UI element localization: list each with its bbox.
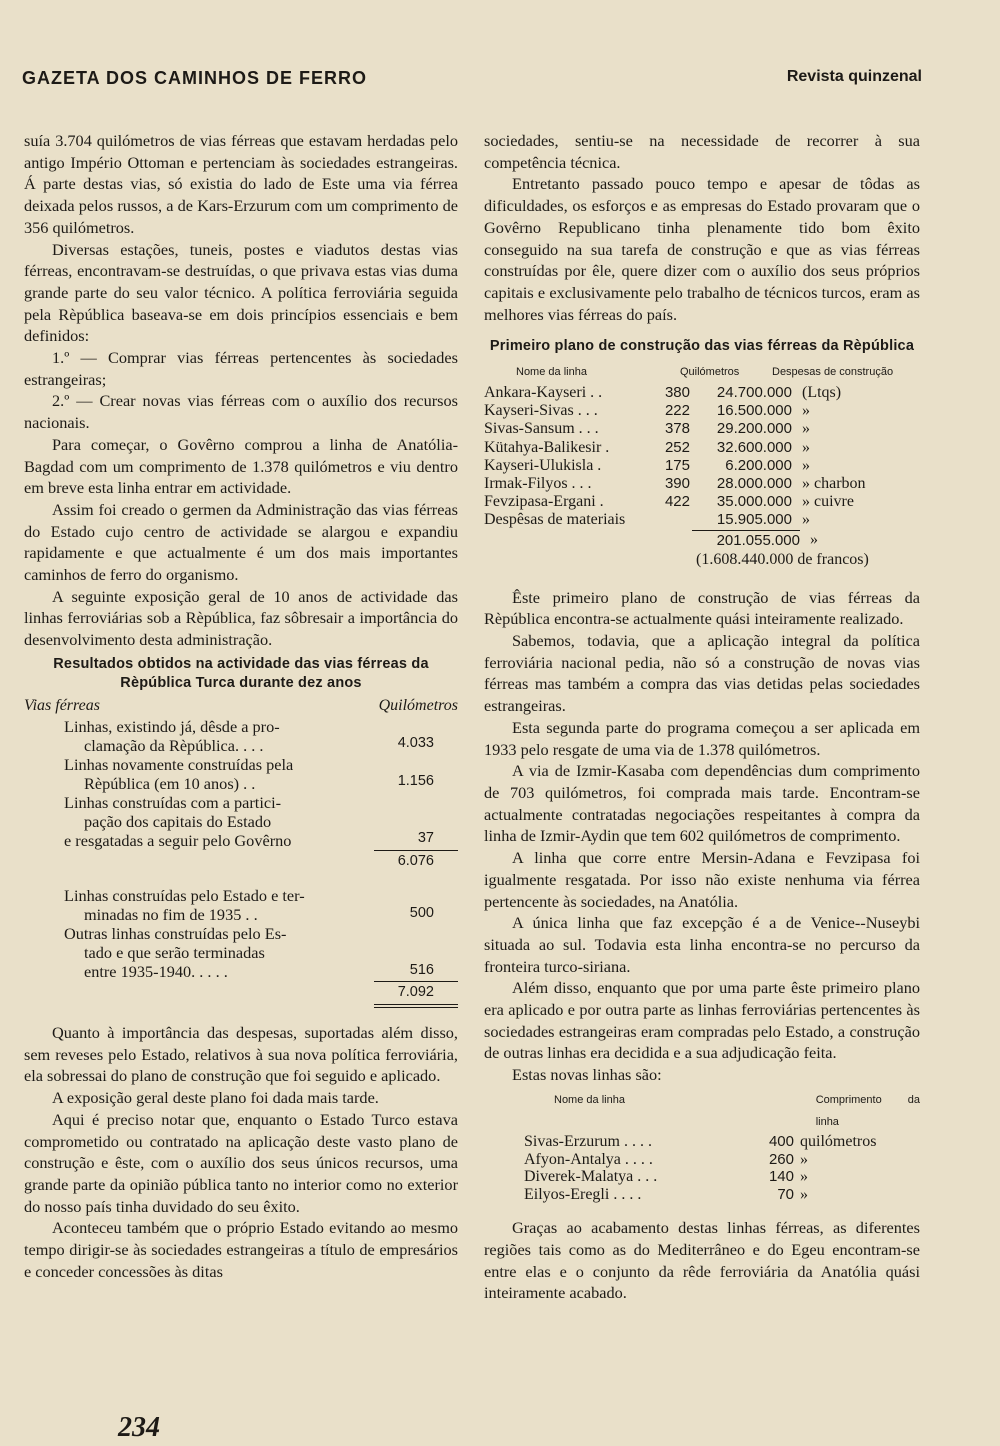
row-label: Linhas novamente construídas pela	[64, 754, 294, 774]
col-header-length: Comprimento da linha	[815, 1093, 920, 1128]
line-km: 390	[664, 475, 690, 493]
row-label: Linhas construídas com a partici-	[64, 792, 282, 812]
line-length: 400	[768, 1133, 794, 1151]
line-unit: »	[802, 438, 810, 456]
row-label: minadas no fim de 1935 . .	[84, 905, 258, 925]
line-unit: »	[802, 511, 810, 529]
table-row	[484, 402, 920, 420]
row-value: 516	[409, 961, 434, 978]
paragraph: A linha que corre entre Mersin-Adana e Fevzipasa foi igualmente resgatada. Por isso não existe nenhuma via férrea pertencente às sociedades, na Anatólia.	[484, 848, 920, 911]
line-km: 222	[664, 402, 690, 420]
journal-subtitle: Revista quinzenal	[786, 68, 922, 85]
row-value: 500	[409, 904, 434, 921]
paragraph: A única linha que faz excepção é a de Venice--Nuseybi situada ao sul. Todavia esta linha encontra-se no percurso da fronteira turco-siriana.	[484, 913, 920, 976]
paragraph: Aconteceu também que o próprio Estado evitando ao mesmo tempo dirigir-se às sociedades estrangeiras a título de empresários e conceder concessões às ditas	[24, 1218, 458, 1281]
line-km: 378	[664, 420, 690, 438]
table-row	[484, 1151, 920, 1169]
table-row	[484, 475, 920, 493]
line-cost: 24.700.000	[716, 384, 792, 402]
table-row	[484, 420, 920, 438]
line-cost: 32.600.000	[716, 438, 792, 456]
total-row	[24, 981, 458, 1008]
page-number: 234	[118, 1412, 160, 1443]
journal-title: GAZETA DOS CAMINHOS DE FERRO	[22, 68, 368, 88]
line-unit: »	[800, 1185, 808, 1203]
row-label: Outras linhas construídas pelo Es-	[64, 924, 287, 944]
line-length: 70	[777, 1185, 794, 1203]
table-row	[484, 439, 920, 457]
row-value: 37	[417, 829, 434, 846]
paragraph: Aqui é preciso notar que, enquanto o Estado Turco estava comprometido ou contratado na aplicação deste vasto plano de construção e êste, com o auxílio dos seus únicos recursos, uma grande parte da opinião pública tanto no interior como no exterior do nosso país tinha duvidado do seu êxito.	[24, 1109, 458, 1216]
row-label: entre 1935-1940. . . . .	[84, 962, 228, 982]
paragraph: Quanto à importância das despesas, suportadas além disso, sem reveses pelo Estado, relativos à sua nova política ferroviária, ela sobressai do plano de construção que foi seguido e aplicado.	[24, 1022, 458, 1086]
results-table-header	[24, 695, 458, 717]
paragraph: Esta segunda parte do programa começou a ser aplicada em 1933 pelo resgate de uma via de 1.378 quilómetros.	[484, 717, 920, 759]
line-length: 140	[768, 1168, 794, 1186]
line-unit: (Ltqs)	[802, 384, 842, 402]
plan-sum-unit: »	[810, 530, 818, 548]
row-label: Rèpública (em 10 anos) . .	[84, 773, 256, 793]
line-km: 380	[664, 384, 690, 402]
paragraph: A seguinte exposição geral de 10 anos de actividade das linhas ferroviárias sob a Rèpública, faz sôbresair a importância do desenvolvimento desta administração.	[24, 586, 458, 650]
paragraph: Além disso, enquanto que por uma parte êste primeiro plano era aplicado e por outra parte as linhas ferroviárias pertencentes às sociedades estrangeiras eram compradas pelo Estado, a construção de outras linhas era decidida e a sua adjudicação feita.	[484, 978, 920, 1063]
line-unit: »	[800, 1168, 808, 1186]
line-name: Afyon-Antalya . . . .	[524, 1150, 653, 1168]
table-row	[484, 457, 920, 475]
line-name: Diverek-Malatya . . .	[524, 1168, 658, 1186]
table-row	[484, 493, 920, 511]
col-header-name: Nome da linha	[554, 1093, 625, 1106]
line-name: Fevzipasa-Ergani .	[484, 493, 604, 511]
col-header-lines: Vias férreas	[24, 696, 100, 714]
line-unit: »	[800, 1150, 808, 1168]
row-label: Linhas, existindo já, dêsde a pro-	[64, 716, 280, 736]
row-value: 1.156	[397, 772, 434, 789]
table-row	[484, 511, 920, 529]
line-cost: 28.000.000	[716, 475, 792, 493]
row-label: clamação da Rèpública. . . .	[84, 735, 264, 755]
paragraph: Assim foi creado o germen da Administração das vias férreas do Estado cujo centro de actividade se alargou e expandiu rapidamente e que actualmente é um dos mais importantes caminhos de ferro do organismo.	[24, 499, 458, 585]
line-km: 422	[664, 493, 690, 511]
line-name: Eilyos-Eregli . . . .	[524, 1185, 642, 1203]
subtotal-value: 6.076	[374, 850, 458, 873]
line-name: Ankara-Kayseri . .	[484, 384, 603, 402]
col-header-km: Quilómetros	[378, 696, 458, 714]
total-value: 7.092	[374, 981, 458, 1008]
paragraph: Diversas estações, tuneis, postes e viadutos destas vias férreas, encontravam-se destruídas, o que privava estas vias duma grande parte do seu valor técnico. A política ferroviária seguida pela Rèpública baseava-se em dois princípios essenciais e bem definidos:	[24, 239, 458, 346]
running-header	[22, 68, 922, 94]
line-unit: »	[802, 420, 810, 438]
plan-table-title: Primeiro plano de construção das vias férreas da Rèpública	[489, 338, 915, 355]
line-name: Sivas-Erzurum . . . .	[524, 1133, 652, 1151]
line-name: Kütahya-Balikesir .	[484, 438, 610, 456]
plan-sum-francs-row	[484, 550, 920, 569]
table-row	[24, 924, 458, 981]
paragraph: A exposição geral deste plano foi dada mais tarde.	[52, 1088, 379, 1108]
table-row	[484, 1168, 920, 1186]
paragraph: Sabemos, todavia, que a aplicação integral da política ferroviária nacional pedia, não só a construção de novas vias férreas mas também a compra das vias detidas pelas sociedades estrangeiras.	[484, 631, 920, 716]
line-unit: » cuivre	[802, 493, 854, 511]
paragraph: Graças ao acabamento destas linhas férreas, as diferentes regiões tais como as do Mediterrâneo e do Egeu encontram-se entre elas e o conjunto da rêde ferroviária da Anatólia quási inteiramente acabado.	[484, 1218, 920, 1303]
line-name: Kayseri-Sivas . . .	[484, 402, 598, 420]
row-label: e resgatadas a seguir pelo Govêrno	[64, 830, 292, 850]
subtotal-row	[24, 850, 458, 873]
line-cost: 6.200.000	[725, 456, 792, 474]
row-value: 4.033	[397, 734, 434, 751]
paragraph: suía 3.704 quilómetros de vias férreas que estavam herdadas pelo antigo Império Ottoman e pertenciam às sociedades estrangeiras. Á parte destas vias, só existia do lado de Este uma via férrea deixada pelos russos, a de Kars-Erzurum com um comprimento de 356 quilómetros.	[24, 131, 458, 237]
line-name: Despêsas de materiais	[484, 511, 626, 529]
table-row	[484, 1186, 920, 1204]
row-label: Linhas construídas pelo Estado e ter-	[64, 886, 305, 906]
line-cost: 15.905.000	[716, 511, 792, 529]
line-cost: 16.500.000	[716, 402, 792, 420]
paragraph: Êste primeiro plano de construção de vias férreas da Rèpública encontra-se actualmente quási inteiramente realizado.	[484, 587, 920, 629]
plan-table-body	[484, 384, 920, 530]
line-name: Irmak-Filyos . . .	[484, 475, 592, 493]
right-column	[484, 130, 920, 1304]
table-row	[484, 384, 920, 402]
paragraph: A via de Izmir-Kasaba com dependências dum comprimento de 703 quilómetros, foi comprada mais tarde. Encontram-se actualmente contratadas negociações respeitantes à compra da linha de Izmir-Aydin que tem 602 quilómetros de comprimento.	[484, 761, 920, 846]
table-row	[24, 886, 458, 924]
plan-sum-francs: (1.608.440.000 de francos)	[696, 550, 869, 568]
line-km: 252	[664, 438, 690, 456]
line-unit: » charbon	[802, 475, 866, 493]
results-table-title: Resultados obtidos na actividade das vias férreas da Rèpública Turca durante dez anos	[53, 655, 429, 691]
line-unit: »	[802, 456, 810, 474]
new-lines-header	[484, 1090, 920, 1133]
table-row	[24, 717, 458, 755]
plan-table-header	[484, 362, 920, 384]
row-label: tado e que serão terminadas	[84, 943, 265, 963]
table-row	[24, 755, 458, 793]
row-label: pação dos capitais do Estado	[84, 811, 272, 831]
line-cost: 29.200.000	[716, 420, 792, 438]
line-cost: 35.000.000	[716, 493, 792, 511]
line-unit: »	[802, 402, 810, 420]
line-unit: quilómetros	[800, 1133, 877, 1151]
col-header-km: Quilómetros	[680, 366, 740, 379]
col-header-name: Nome da linha	[516, 366, 587, 379]
line-name: Kayseri-Ulukisla .	[484, 456, 602, 474]
line-name: Sivas-Sansum . . .	[484, 420, 599, 438]
paragraph: Para começar, o Govêrno comprou a linha de Anatólia-Bagdad com um comprimento de 1.378 quilómetros e viu dentro em breve esta linha entrar em actividade.	[24, 434, 458, 498]
table-row	[484, 1133, 920, 1151]
paragraph: sociedades, sentiu-se na necessidade de recorrer à sua competência técnica.	[484, 131, 920, 172]
paragraph: Estas novas linhas são:	[512, 1065, 662, 1085]
left-column	[24, 130, 458, 1282]
line-km: 175	[664, 456, 690, 474]
plan-sum-row	[484, 530, 920, 550]
col-header-cost: Despesas de construção	[772, 366, 894, 379]
line-km	[648, 511, 690, 529]
line-length: 260	[768, 1150, 794, 1168]
new-lines-body	[484, 1133, 920, 1203]
paragraph: 2.º — Crear novas vias férreas com o auxílio dos recursos nacionais.	[24, 391, 458, 433]
plan-sum-ltqs: 201.055.000	[692, 530, 800, 550]
paragraph: 1.º — Comprar vias férreas pertencentes às sociedades estrangeiras;	[24, 348, 458, 389]
paragraph: Entretanto passado pouco tempo e apesar de tôdas as dificuldades, os esforços e as empresas do Estado provaram que o Govêrno Republicano tinha plenamente tido bom êxito conseguido na sua tarefa de construção e que as vias férreas construídas por êle, quere dizer com o auxílio dos seus próprios capitais e exclusivamente pelo trabalho de técnicos turcos, eram as melhores vias férreas do país.	[484, 174, 920, 324]
table-row	[24, 793, 458, 850]
